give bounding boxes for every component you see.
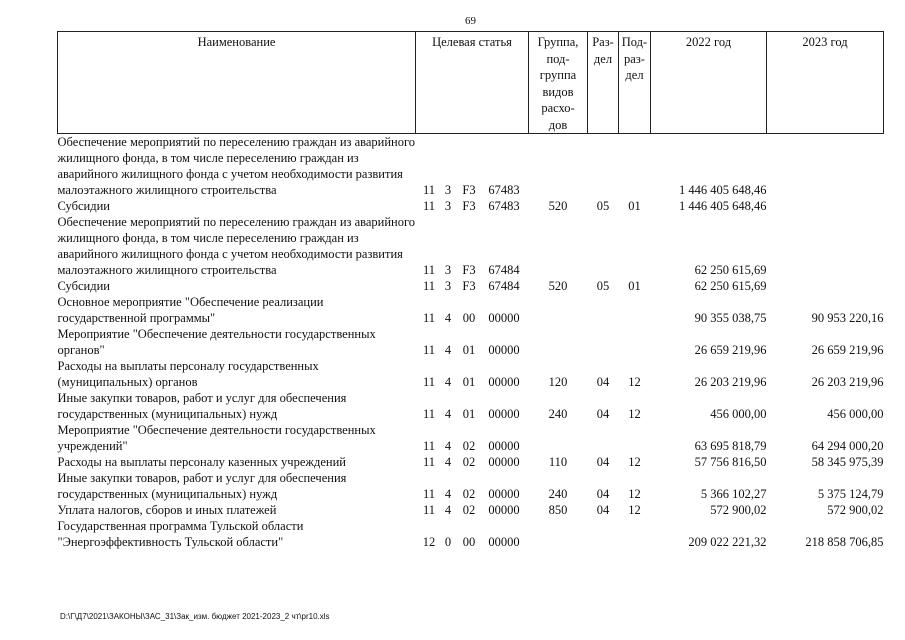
table-row [58,358,884,390]
target-article-part: 00000 [488,535,520,549]
table-row [58,470,884,502]
target-article-part: 4 [444,439,452,453]
target-article-part: 00000 [488,375,520,389]
target-article-part: 00000 [488,487,520,501]
target-article-part: 67483 [488,183,520,197]
group-header-line: под- [546,51,570,66]
row-amount-2022: 62 250 615,69 [694,279,767,293]
row-section: 05 [596,199,610,213]
row-subsection: 12 [628,407,641,421]
row-amount-2023 [767,198,884,214]
row-subsection [619,294,651,326]
row-amount-2022: 26 659 219,96 [694,343,767,357]
target-article-part: 01 [462,375,476,389]
target-article-part: 02 [462,455,476,469]
group-header-line: Группа, [537,35,579,49]
subsection-header-line: дел [625,68,644,82]
row-amount-2022: 26 203 219,96 [694,375,767,389]
row-amount-2023: 26 203 219,96 [811,375,884,389]
row-subsection [619,422,651,454]
table-row [58,454,884,470]
row-section: 04 [596,407,610,421]
row-target-article [416,390,529,422]
table-row [58,134,884,199]
target-article-part: 11 [422,439,436,453]
target-article-part: 11 [422,199,436,213]
row-subsection: 01 [628,199,641,213]
subsection-header-line: раз- [624,51,645,66]
row-target-article [416,198,529,214]
target-article-part: 0 [444,535,452,549]
row-amount-2023: 218 858 706,85 [805,535,884,549]
row-section [588,214,619,278]
target-article-part: 11 [422,311,436,325]
row-section: 04 [596,375,610,389]
row-amount-2023: 58 345 975,39 [811,455,884,469]
header-row [58,32,884,134]
row-amount-2022: 5 366 102,27 [700,487,767,501]
table-row [58,422,884,454]
row-target-article [416,134,529,199]
row-expense-group [529,422,588,454]
table-row [58,214,884,278]
row-name: Субсидии [57,199,110,213]
target-article-part: 4 [444,487,452,501]
target-article-part: 02 [462,487,476,501]
target-article-part: 4 [444,375,452,389]
row-section [588,294,619,326]
row-target-article [416,294,529,326]
row-amount-2022: 1 446 405 648,46 [679,183,767,197]
table-row [58,518,884,550]
row-subsection [619,214,651,278]
target-article-part: 01 [462,343,476,357]
target-article-part: 11 [422,343,436,357]
page-number: 69 [465,15,476,27]
row-target-article [416,278,529,294]
row-name: Основное мероприятие "Обеспечение реализации государственной программы" [57,295,324,325]
row-name: Иные закупки товаров, работ и услуг для обеспечения государственных (муниципальных) нужд [57,391,347,421]
header-year-2023: 2023 год [767,32,884,134]
row-subsection: 12 [628,487,641,501]
row-expense-group: 240 [548,487,568,501]
header-section [588,32,619,134]
row-amount-2022: 90 355 038,75 [694,311,767,325]
target-article-part: 00 [462,535,476,549]
row-name: Мероприятие "Обеспечение деятельности государственных учреждений" [57,423,376,453]
row-amount-2022: 1 446 405 648,46 [679,199,767,213]
row-expense-group: 240 [548,407,568,421]
target-article-part: 3 [444,279,452,293]
target-article-part: 01 [462,407,476,421]
row-amount-2023 [767,278,884,294]
row-target-article [416,470,529,502]
target-article-part: 11 [422,487,436,501]
group-header-line: расхо- [541,101,575,115]
row-amount-2023: 64 294 000,20 [811,439,884,453]
row-section: 04 [596,503,610,517]
row-amount-2023: 26 659 219,96 [811,343,884,357]
row-section: 04 [596,487,610,501]
row-subsection: 12 [628,503,641,517]
target-article-part: 3 [444,183,452,197]
row-amount-2023: 5 375 124,79 [817,487,884,501]
row-section [588,518,619,550]
target-article-part: 00 [462,311,476,325]
target-article-part: 11 [422,455,436,469]
table-row [58,198,884,214]
row-subsection [619,326,651,358]
row-name: Уплата налогов, сборов и иных платежей [57,503,277,517]
section-header-line: дел [593,51,613,66]
row-amount-2022: 572 900,02 [710,503,767,517]
subsection-header-line: Под- [621,35,648,49]
target-article-part: 3 [444,199,452,213]
group-header-line: группа [539,68,577,82]
row-target-article [416,502,529,518]
row-name: Обеспечение мероприятий по переселению граждан из аварийного жилищного фонда, в том числе переселению граждан из аварийного жилищного фонда с учетом необходимости развития малоэтажного жилищного строительства [57,135,416,197]
row-section [588,422,619,454]
table-row [58,502,884,518]
row-target-article [416,326,529,358]
row-expense-group [529,294,588,326]
row-section [588,326,619,358]
target-article-part: F3 [462,199,476,213]
table-row [58,278,884,294]
row-expense-group [529,214,588,278]
row-expense-group: 520 [548,279,568,293]
target-article-part: 00000 [488,439,520,453]
row-amount-2022: 57 756 816,50 [694,455,767,469]
group-header-line: видов [542,84,574,99]
row-subsection: 12 [628,455,641,469]
row-amount-2022: 209 022 221,32 [688,535,767,549]
row-expense-group: 520 [548,199,568,213]
header-group [529,32,588,134]
section-header-line: Раз- [592,35,614,49]
row-name: Расходы на выплаты персоналу государственных (муниципальных) органов [57,359,319,389]
row-subsection: 01 [628,279,641,293]
target-article-part: 11 [422,407,436,421]
row-expense-group: 850 [548,503,568,517]
row-name: Расходы на выплаты персоналу казенных учреждений [57,455,346,469]
target-article-part: 00000 [488,407,520,421]
header-target-article: Целевая статья [416,32,529,134]
target-article-part: 00000 [488,311,520,325]
table-row [58,326,884,358]
row-expense-group [529,326,588,358]
target-article-part: 11 [422,375,436,389]
row-expense-group: 110 [548,455,568,469]
header-subsection [619,32,651,134]
header-year-2022: 2022 год [651,32,767,134]
table-row [58,390,884,422]
row-name: Субсидии [57,279,110,293]
target-article-part: F3 [462,279,476,293]
target-article-part: 4 [444,503,452,517]
target-article-part: 11 [422,183,436,197]
row-amount-2023: 456 000,00 [827,407,884,421]
target-article-part: 00000 [488,503,520,517]
row-name: Иные закупки товаров, работ и услуг для обеспечения государственных (муниципальных) нужд [57,471,347,501]
row-subsection: 12 [628,375,641,389]
row-subsection [619,518,651,550]
target-article-part: 00000 [488,343,520,357]
row-section [588,134,619,199]
header-name: Наименование [58,32,416,134]
budget-table [57,31,884,550]
target-article-part: 11 [422,279,436,293]
target-article-part: 67484 [488,279,520,293]
target-article-part: 11 [422,263,436,277]
target-article-part: 11 [422,503,436,517]
target-article-part: 4 [444,455,452,469]
target-article-part: 4 [444,343,452,357]
row-target-article [416,454,529,470]
row-name: Мероприятие "Обеспечение деятельности государственных органов" [57,327,376,357]
row-target-article [416,214,529,278]
row-expense-group [529,134,588,199]
row-name: Обеспечение мероприятий по переселению граждан из аварийного жилищного фонда, в том числе переселению граждан из аварийного жилищного фонда с учетом необходимости развития малоэтажного жилищного строительства [57,215,416,277]
row-amount-2022: 456 000,00 [710,407,767,421]
row-subsection [619,134,651,199]
target-article-part: 12 [422,535,436,549]
row-section: 05 [596,279,610,293]
table-row [58,294,884,326]
row-amount-2023 [767,214,884,278]
target-article-part: 4 [444,311,452,325]
row-name: Государственная программа Тульской области "Энергоэффективность Тульской области" [57,519,304,549]
target-article-part: 3 [444,263,452,277]
target-article-part: 02 [462,503,476,517]
file-path-footer: D:\Г\Д7\2021\ЗАКОНЫ\ЗАС_31\Зак_изм. бюджет 2021-2023_2 чт\pr10.xls [60,612,330,621]
row-target-article [416,518,529,550]
row-section: 04 [596,455,610,469]
target-article-part: 02 [462,439,476,453]
row-expense-group [529,518,588,550]
row-expense-group: 120 [548,375,568,389]
row-amount-2023: 572 900,02 [827,503,884,517]
target-article-part: F3 [462,263,476,277]
row-amount-2022: 63 695 818,79 [694,439,767,453]
group-header-line: дов [548,117,568,132]
row-amount-2022: 62 250 615,69 [694,263,767,277]
target-article-part: 4 [444,407,452,421]
row-amount-2023: 90 953 220,16 [811,311,884,325]
row-target-article [416,422,529,454]
target-article-part: 67483 [488,199,520,213]
target-article-part: 00000 [488,455,520,469]
row-target-article [416,358,529,390]
row-amount-2023 [767,134,884,199]
target-article-part: F3 [462,183,476,197]
target-article-part: 67484 [488,263,520,277]
